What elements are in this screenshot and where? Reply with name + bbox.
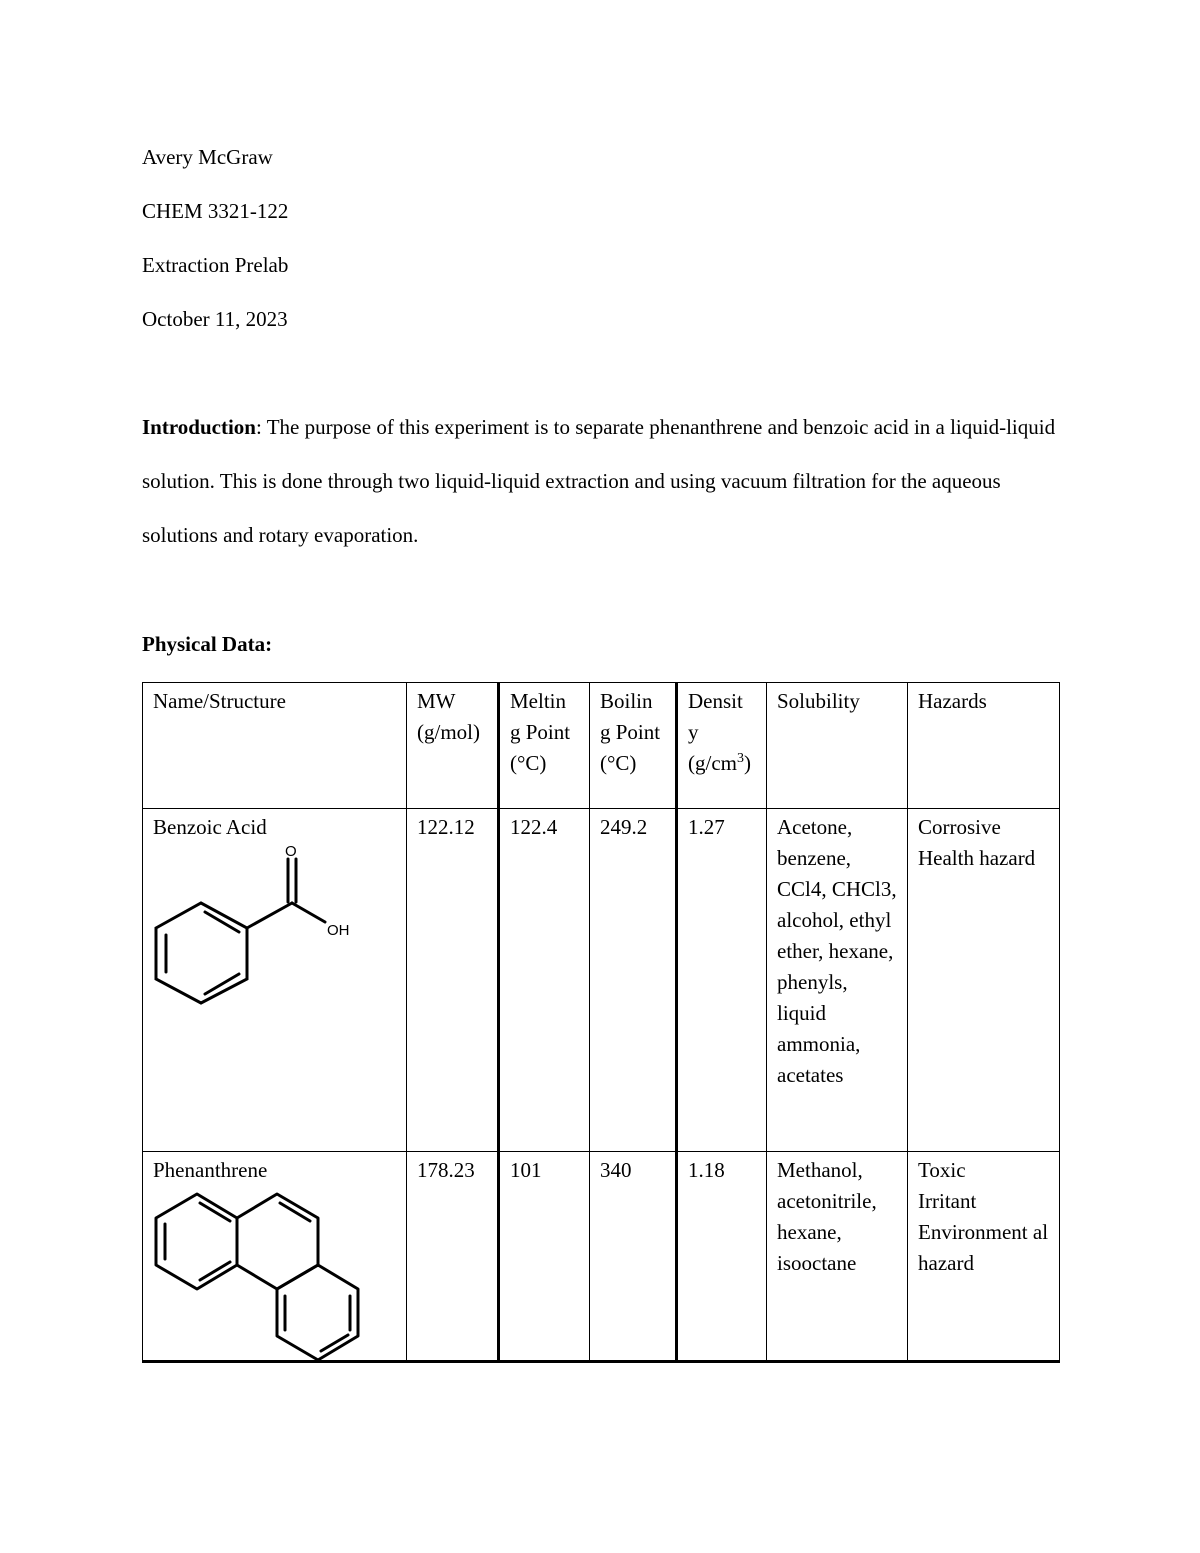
benzoic-acid-melting-point: 122.4 xyxy=(499,809,590,1152)
phenanthrene-structure xyxy=(153,1186,373,1356)
physical-data-title: Physical Data: xyxy=(142,632,273,656)
course-code: CHEM 3321-122 xyxy=(142,199,289,223)
hazard-item: Toxic xyxy=(918,1158,966,1182)
table-row xyxy=(143,809,1060,1152)
assignment-title: Extraction Prelab xyxy=(142,253,289,277)
phenanthrene-hazards xyxy=(908,1152,1060,1362)
document-date: October 11, 2023 xyxy=(142,307,288,331)
table-header-row xyxy=(143,683,1060,809)
introduction-label: Introduction xyxy=(142,415,256,439)
hazard-item: Irritant xyxy=(918,1189,977,1213)
header-density-text: Densit y (g/cm xyxy=(688,689,743,775)
header-boiling-point: Boilin g Point (°C) xyxy=(590,683,677,809)
phenanthrene-solubility: Methanol, acetonitrile, hexane, isooctane xyxy=(767,1152,908,1362)
hazard-item: Environment al hazard xyxy=(918,1220,1049,1275)
compound-name: Benzoic Acid xyxy=(153,815,267,839)
header-density-close: ) xyxy=(743,751,751,775)
header-mw: MW (g/mol) xyxy=(407,683,499,809)
header-solubility: Solubility xyxy=(767,683,908,809)
benzoic-acid-boiling-point: 249.2 xyxy=(590,809,677,1152)
benzene-ring xyxy=(156,903,247,1003)
header-name-structure: Name/Structure xyxy=(143,683,407,809)
phenanthrene-ring-middle xyxy=(237,1194,318,1289)
benzoic-acid-solubility: Acetone, benzene, CCl4, CHCl3, alcohol, ethyl ether, hexane, phenyls, liquid ammonia, acetates xyxy=(767,809,908,1152)
hazard-item: Health hazard xyxy=(918,846,1036,870)
physical-data-table xyxy=(142,682,1060,1363)
phenanthrene-mw: 178.23 xyxy=(407,1152,499,1362)
table-row xyxy=(143,1152,1060,1362)
introduction-text: : The purpose of this experiment is to separate phenanthrene and benzoic acid in a liquid-liquid solution. This is done through two liquid-liquid extraction and using vacuum filtration for the aqueous solutions and rotary evaporation. xyxy=(142,415,1056,547)
benzoic-acid-hazards xyxy=(908,809,1060,1152)
hydroxyl-label: OH xyxy=(327,922,350,939)
benzoic-acid-cell xyxy=(143,809,407,1152)
phenanthrene-density: 1.18 xyxy=(677,1152,767,1362)
phenanthrene-melting-point: 101 xyxy=(499,1152,590,1362)
author-name: Avery McGraw xyxy=(142,145,273,169)
header-density-superscript: 3 xyxy=(736,751,744,766)
compound-name: Phenanthrene xyxy=(153,1158,268,1182)
benzoic-acid-mw: 122.12 xyxy=(407,809,499,1152)
benzoic-acid-structure xyxy=(153,843,373,1013)
phenanthrene-cell xyxy=(143,1152,407,1362)
header-hazards: Hazards xyxy=(908,683,1060,809)
carbonyl-oxygen-label: O xyxy=(285,843,297,860)
phenanthrene-boiling-point: 340 xyxy=(590,1152,677,1362)
benzoic-acid-density: 1.27 xyxy=(677,809,767,1152)
hazard-item: Corrosive xyxy=(918,815,1001,839)
phenanthrene-ring-lower xyxy=(277,1265,358,1360)
header-density xyxy=(677,683,767,809)
phenanthrene-ring-left xyxy=(156,1194,237,1289)
header-melting-point: Meltin g Point (°C) xyxy=(499,683,590,809)
introduction-paragraph xyxy=(142,400,1062,562)
